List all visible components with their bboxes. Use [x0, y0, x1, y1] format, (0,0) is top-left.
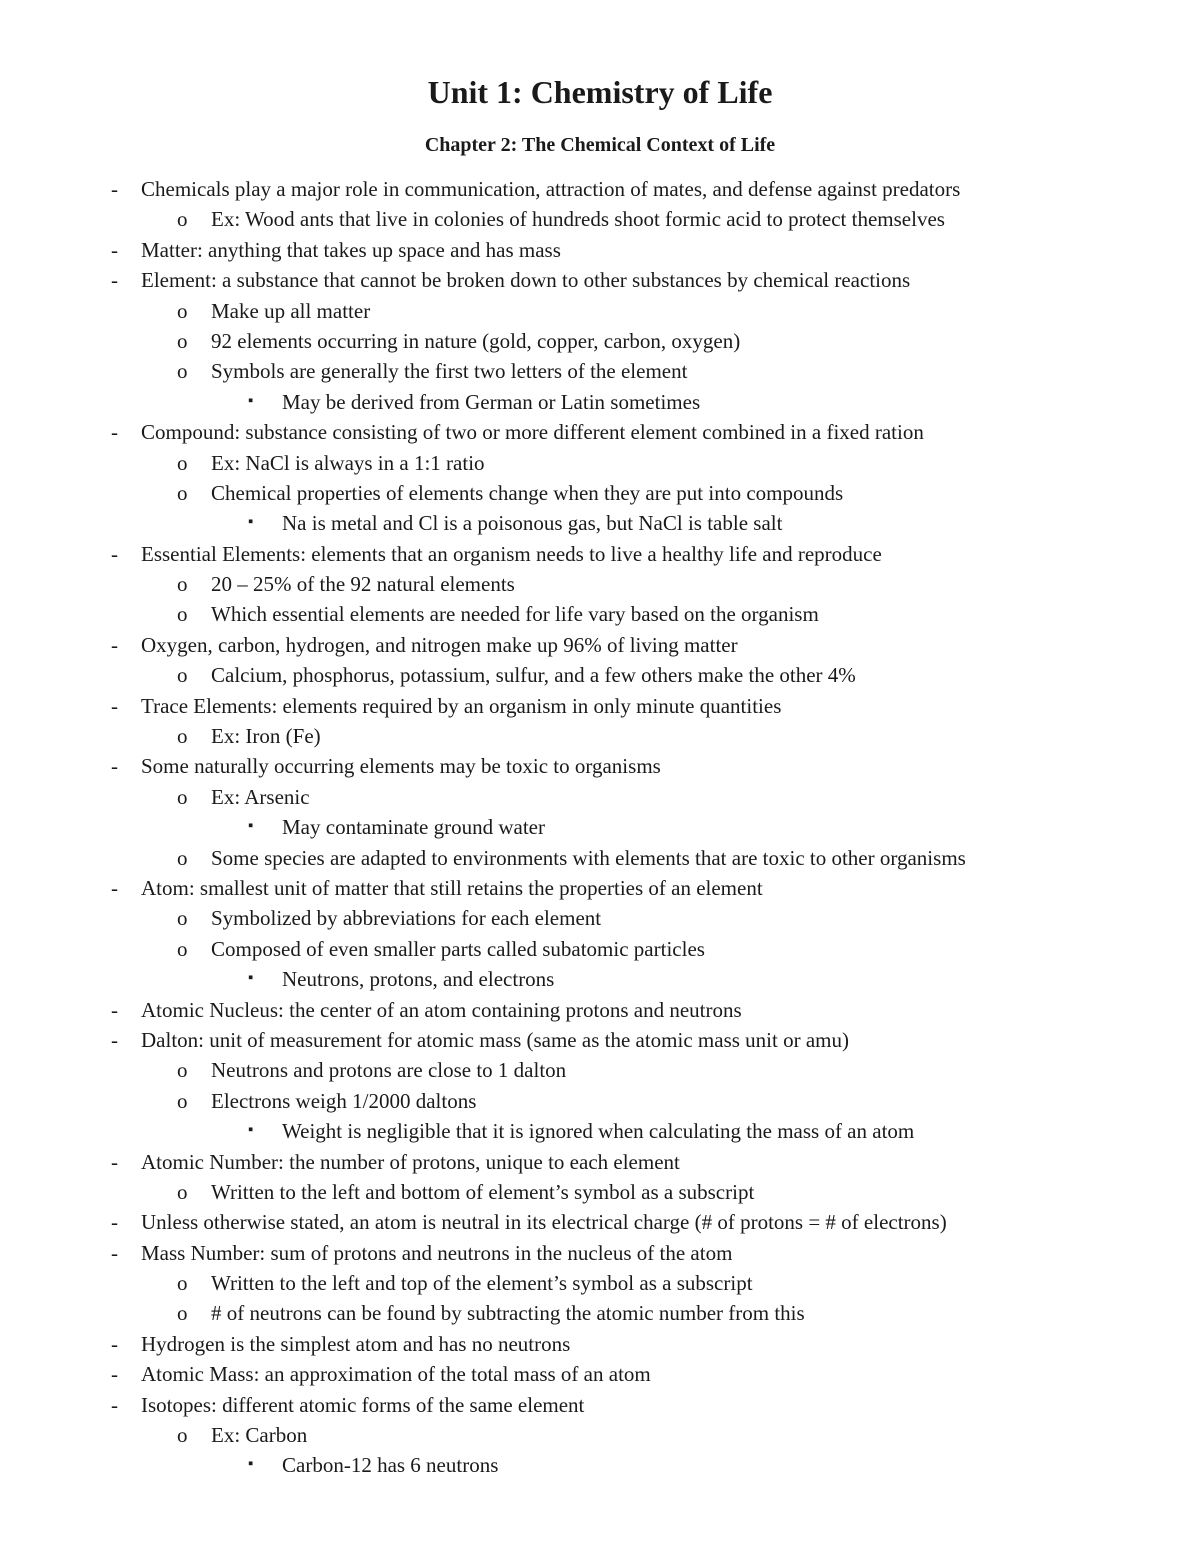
list-item-level-3 — [0, 964, 1200, 994]
list-item-text: Written to the left and bottom of element’s symbol as a subscript — [211, 1179, 755, 1204]
list-item-level-2 — [0, 934, 1200, 964]
list-item-level-2 — [0, 478, 1200, 508]
list-item-level-1 — [0, 1390, 1200, 1420]
list-item-level-2 — [0, 448, 1200, 478]
list-item-level-1 — [0, 1147, 1200, 1177]
circle-bullet: o — [177, 1179, 188, 1204]
circle-bullet: o — [177, 480, 188, 505]
list-item-text: Chemical properties of elements change when they are put into compounds — [211, 480, 844, 505]
list-item-level-3 — [0, 812, 1200, 842]
dash-bullet: - — [111, 693, 118, 718]
list-item-text: Composed of even smaller parts called subatomic particles — [211, 936, 705, 961]
list-item-level-1 — [0, 873, 1200, 903]
dash-bullet: - — [111, 420, 118, 445]
circle-bullet: o — [177, 328, 188, 353]
list-item-text: Make up all matter — [211, 298, 371, 323]
list-item-text: Dalton: unit of measurement for atomic mass (same as the atomic mass unit or amu) — [141, 1027, 849, 1052]
document-title: Unit 1: Chemistry of Life — [427, 74, 773, 110]
list-item-level-2 — [0, 721, 1200, 751]
circle-bullet: o — [177, 906, 188, 931]
list-item-level-1 — [0, 174, 1200, 204]
dash-bullet: - — [111, 541, 118, 566]
list-item-level-2 — [0, 660, 1200, 690]
list-item-text: Which essential elements are needed for life vary based on the organism — [211, 602, 819, 627]
list-item-level-1 — [0, 1359, 1200, 1389]
list-item-level-1 — [0, 1025, 1200, 1055]
square-bullet-icon: ▪ — [248, 970, 254, 987]
list-item-text: Symbolized by abbreviations for each element — [211, 906, 602, 931]
list-item-level-2 — [0, 599, 1200, 629]
list-item-text: Trace Elements: elements required by an organism in only minute quantities — [141, 693, 782, 718]
circle-bullet: o — [177, 1058, 188, 1083]
list-item-level-2 — [0, 782, 1200, 812]
circle-bullet: o — [177, 1088, 188, 1113]
list-item-text: 92 elements occurring in nature (gold, copper, carbon, oxygen) — [211, 328, 741, 353]
list-item-level-1 — [0, 1238, 1200, 1268]
circle-bullet: o — [177, 1301, 188, 1326]
circle-bullet: o — [177, 1423, 188, 1448]
circle-bullet: o — [177, 1271, 188, 1296]
list-item-text: Written to the left and top of the element’s symbol as a subscript — [211, 1271, 753, 1296]
list-item-text: Symbols are generally the first two letters of the element — [211, 359, 688, 384]
list-item-text: Atomic Mass: an approximation of the total mass of an atom — [141, 1362, 651, 1387]
square-bullet-icon: ▪ — [248, 1122, 254, 1139]
dash-bullet: - — [111, 632, 118, 657]
list-item-text: Element: a substance that cannot be broken down to other substances by chemical reactions — [141, 268, 911, 293]
dash-bullet: - — [111, 1027, 118, 1052]
list-item-level-2 — [0, 903, 1200, 933]
list-item-level-1 — [0, 995, 1200, 1025]
list-item-level-2 — [0, 569, 1200, 599]
dash-bullet: - — [111, 237, 118, 262]
circle-bullet: o — [177, 298, 188, 323]
list-item-text: Some naturally occurring elements may be toxic to organisms — [141, 754, 661, 779]
circle-bullet: o — [177, 724, 188, 749]
circle-bullet: o — [177, 602, 188, 627]
list-item-level-1 — [0, 1207, 1200, 1237]
list-item-text: Ex: Carbon — [211, 1423, 308, 1448]
list-item-text: Ex: Iron (Fe) — [211, 724, 321, 749]
list-item-level-1 — [0, 1329, 1200, 1359]
list-item-text: Neutrons, protons, and electrons — [282, 967, 555, 992]
circle-bullet: o — [177, 207, 188, 232]
list-item-level-2 — [0, 204, 1200, 234]
list-item-text: Neutrons and protons are close to 1 dalton — [211, 1058, 567, 1083]
square-bullet-icon: ▪ — [248, 392, 254, 409]
list-item-text: Compound: substance consisting of two or more different element combined in a fixed ration — [141, 420, 924, 445]
list-item-level-2 — [0, 1177, 1200, 1207]
list-item-text: May be derived from German or Latin sometimes — [282, 389, 701, 414]
dash-bullet: - — [111, 177, 118, 201]
list-item-text: Atomic Nucleus: the center of an atom containing protons and neutrons — [141, 997, 742, 1022]
list-item-text: 20 – 25% of the 92 natural elements — [211, 572, 515, 597]
list-item-text: May contaminate ground water — [282, 815, 545, 840]
circle-bullet: o — [177, 936, 188, 961]
dash-bullet: - — [111, 875, 118, 900]
list-item-text: Oxygen, carbon, hydrogen, and nitrogen make up 96% of living matter — [141, 632, 738, 657]
dash-bullet: - — [111, 997, 118, 1022]
list-item-text: Atom: smallest unit of matter that still retains the properties of an element — [141, 875, 763, 900]
list-item-text: Mass Number: sum of protons and neutrons in the nucleus of the atom — [141, 1240, 733, 1265]
list-item-text: Some species are adapted to environments with elements that are toxic to other organisms — [211, 845, 966, 870]
dash-bullet: - — [111, 754, 118, 779]
list-item-text: Atomic Number: the number of protons, unique to each element — [141, 1149, 680, 1174]
list-item-level-1 — [0, 630, 1200, 660]
list-item-text: Matter: anything that takes up space and has mass — [141, 237, 561, 262]
list-item-level-1 — [0, 751, 1200, 781]
list-item-text: Essential Elements: elements that an organism needs to live a healthy life and reproduce — [141, 541, 882, 566]
list-item-level-2 — [0, 1055, 1200, 1085]
dash-bullet: - — [111, 1210, 118, 1235]
list-item-text: Ex: NaCl is always in a 1:1 ratio — [211, 450, 485, 475]
circle-bullet: o — [177, 663, 188, 688]
list-item-text: Na is metal and Cl is a poisonous gas, but NaCl is table salt — [282, 511, 783, 536]
list-item-text: Calcium, phosphorus, potassium, sulfur, and a few others make the other 4% — [211, 663, 856, 688]
notes-list — [0, 174, 1200, 1481]
dash-bullet: - — [111, 1331, 118, 1356]
list-item-level-3 — [0, 508, 1200, 538]
list-item-level-1 — [0, 235, 1200, 265]
square-bullet-icon: ▪ — [248, 818, 254, 835]
list-item-level-2 — [0, 326, 1200, 356]
list-item-level-2 — [0, 1086, 1200, 1116]
square-bullet-icon: ▪ — [248, 1456, 254, 1473]
list-item-level-1 — [0, 265, 1200, 295]
list-item-text: Isotopes: different atomic forms of the same element — [141, 1392, 585, 1417]
list-item-text: Ex: Wood ants that live in colonies of hundreds shoot formic acid to protect themselves — [211, 207, 945, 232]
list-item-text: Weight is negligible that it is ignored when calculating the mass of an atom — [282, 1119, 915, 1144]
list-item-level-2 — [0, 1298, 1200, 1328]
list-item-level-3 — [0, 387, 1200, 417]
list-item-text: Electrons weigh 1/2000 daltons — [211, 1088, 477, 1113]
list-item-level-1 — [0, 539, 1200, 569]
circle-bullet: o — [177, 450, 188, 475]
dash-bullet: - — [111, 1149, 118, 1174]
circle-bullet: o — [177, 359, 188, 384]
dash-bullet: - — [111, 268, 118, 293]
list-item-level-1 — [0, 417, 1200, 447]
circle-bullet: o — [177, 845, 188, 870]
chapter-heading: Chapter 2: The Chemical Context of Life — [424, 134, 776, 156]
list-item-level-2 — [0, 296, 1200, 326]
dash-bullet: - — [111, 1362, 118, 1387]
dash-bullet: - — [111, 1240, 118, 1265]
list-item-level-3 — [0, 1450, 1200, 1480]
list-item-text: Hydrogen is the simplest atom and has no neutrons — [141, 1331, 571, 1356]
list-item-level-2 — [0, 1268, 1200, 1298]
circle-bullet: o — [177, 784, 188, 809]
list-item-level-2 — [0, 1420, 1200, 1450]
square-bullet-icon: ▪ — [248, 514, 254, 531]
list-item-level-2 — [0, 843, 1200, 873]
list-item-level-3 — [0, 1116, 1200, 1146]
list-item-text: Unless otherwise stated, an atom is neutral in its electrical charge (# of protons = # of electrons) — [141, 1210, 947, 1235]
list-item-level-2 — [0, 356, 1200, 386]
list-item-text: Ex: Arsenic — [211, 784, 310, 809]
list-item-text: Carbon-12 has 6 neutrons — [282, 1453, 499, 1478]
list-item-level-1 — [0, 691, 1200, 721]
dash-bullet: - — [111, 1392, 118, 1417]
list-item-text: Chemicals play a major role in communication, attraction of mates, and defense against predators — [141, 177, 961, 201]
list-item-text: # of neutrons can be found by subtracting the atomic number from this — [211, 1301, 805, 1326]
circle-bullet: o — [177, 572, 188, 597]
